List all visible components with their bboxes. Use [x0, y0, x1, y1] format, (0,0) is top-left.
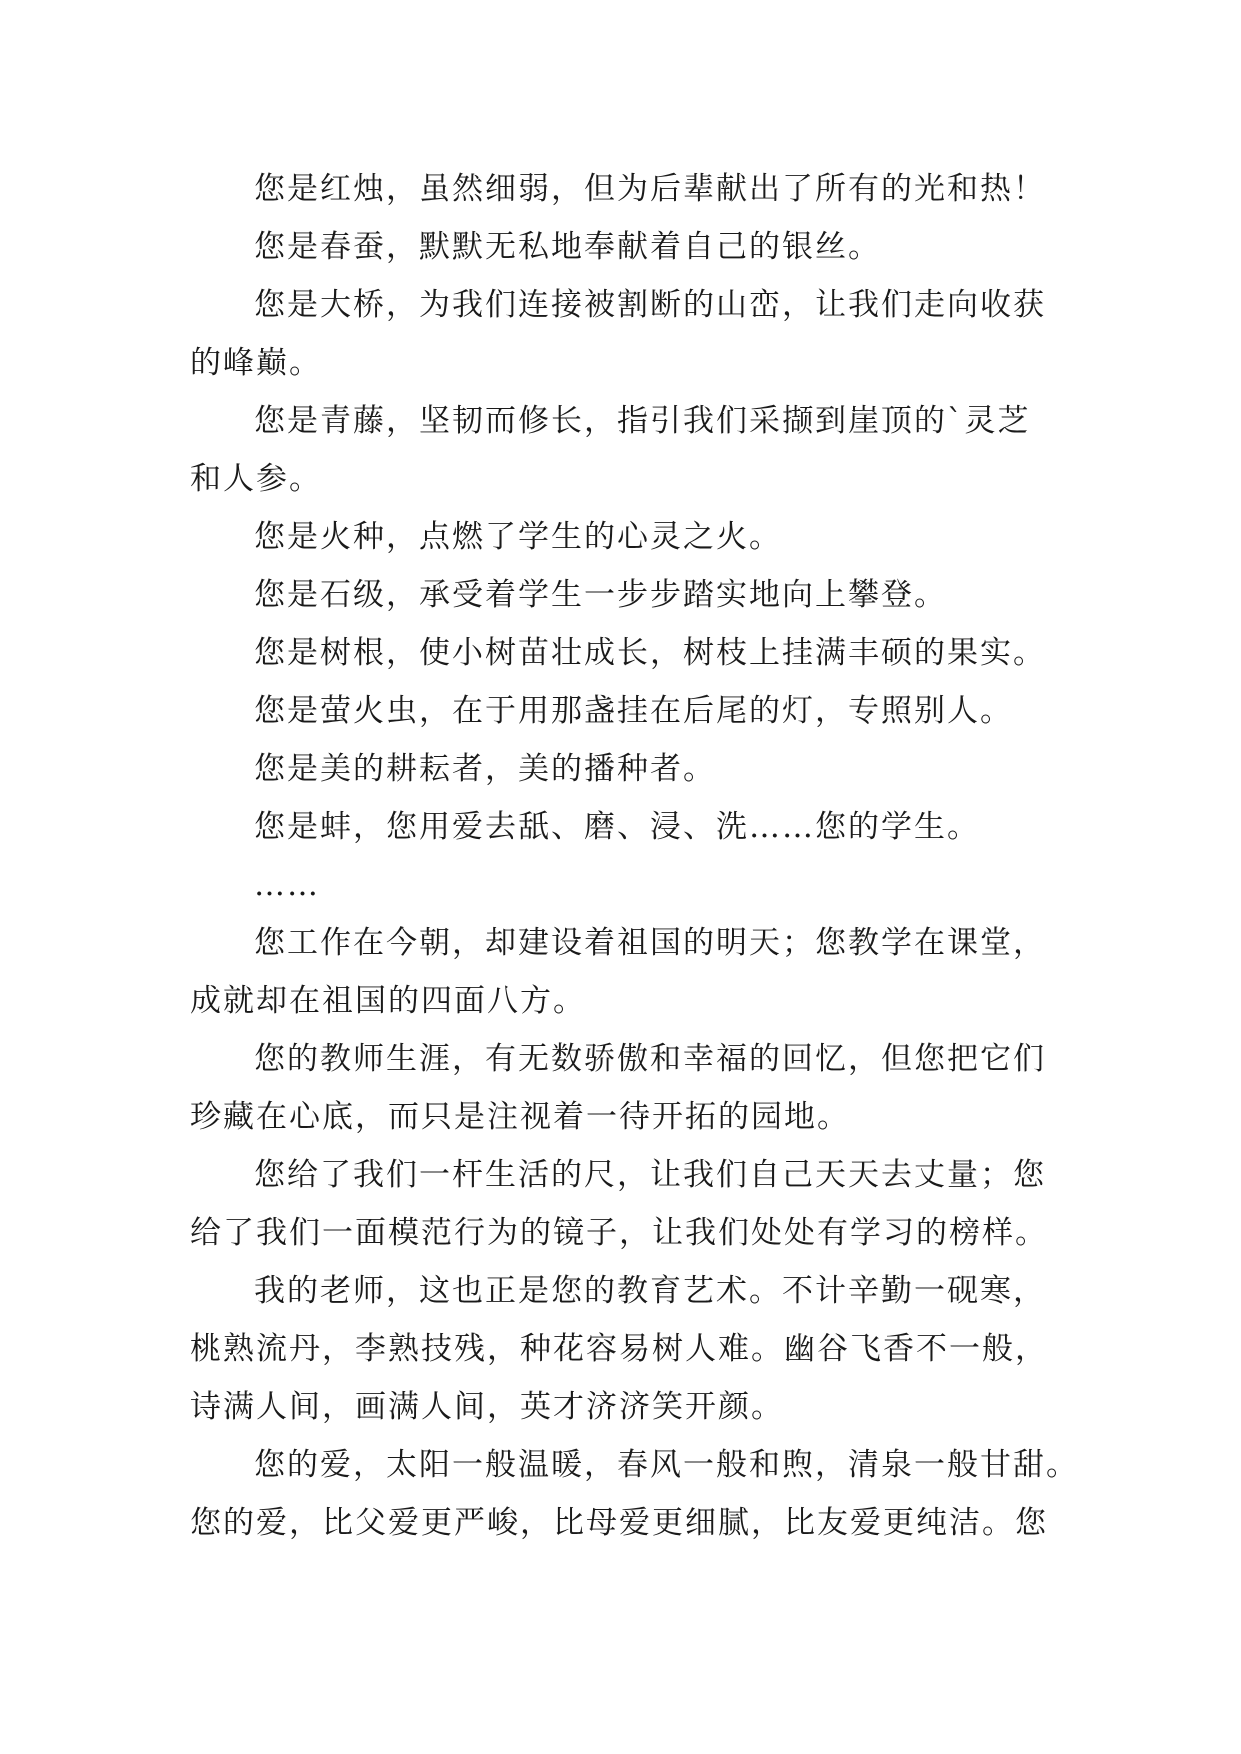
text-line: 和人参。: [190, 461, 322, 497]
ellipsis-line: ……: [254, 867, 320, 903]
text-line: 成就却在祖国的四面八方。: [190, 983, 586, 1019]
text-line: 您的爱，太阳一般温暖，春风一般和煦，清泉一般甘甜。: [254, 1447, 1079, 1483]
text-line: 您是大桥，为我们连接被割断的山峦，让我们走向收获: [254, 287, 1046, 323]
text-line: 您是树根，使小树苗壮成长，树枝上挂满丰硕的果实。: [254, 635, 1046, 671]
text-line: 您是青藤，坚韧而修长，指引我们采撷到崖顶的`灵芝: [254, 403, 1031, 439]
text-line: 我的老师，这也正是您的教育艺术。不计辛勤一砚寒，: [254, 1273, 1046, 1309]
text-line: 您是石级，承受着学生一步步踏实地向上攀登。: [254, 577, 947, 613]
document-body: [190, 160, 1079, 1552]
text-line: 您是春蚕，默默无私地奉献着自己的银丝。: [254, 229, 881, 265]
text-line: 给了我们一面模范行为的镜子，让我们处处有学习的榜样。: [190, 1215, 1048, 1251]
text-line: 桃熟流丹，李熟技残，种花容易树人难。幽谷飞香不一般，: [190, 1331, 1048, 1367]
text-line: 您的教师生涯，有无数骄傲和幸福的回忆，但您把它们: [254, 1041, 1046, 1077]
text-line: 您给了我们一杆生活的尺，让我们自己天天去丈量；您: [254, 1157, 1046, 1193]
text-line: 珍藏在心底，而只是注视着一待开拓的园地。: [190, 1099, 850, 1135]
text-line: 您是火种，点燃了学生的心灵之火。: [254, 519, 782, 555]
text-line: 您是蚌，您用爱去舐、磨、浸、洗……您的学生。: [254, 809, 980, 845]
text-line: 您是美的耕耘者，美的播种者。: [254, 751, 716, 787]
text-line: 您工作在今朝，却建设着祖国的明天；您教学在课堂，: [254, 925, 1046, 961]
text-line: 您是红烛，虽然细弱，但为后辈献出了所有的光和热！: [254, 171, 1046, 207]
text-line: 的峰巅。: [190, 345, 322, 381]
text-line: 诗满人间，画满人间，英才济济笑开颜。: [190, 1389, 784, 1425]
text-line: 您是萤火虫，在于用那盏挂在后尾的灯，专照别人。: [254, 693, 1013, 729]
text-line: 您的爱，比父爱更严峻，比母爱更细腻，比友爱更纯洁。您: [190, 1505, 1048, 1541]
